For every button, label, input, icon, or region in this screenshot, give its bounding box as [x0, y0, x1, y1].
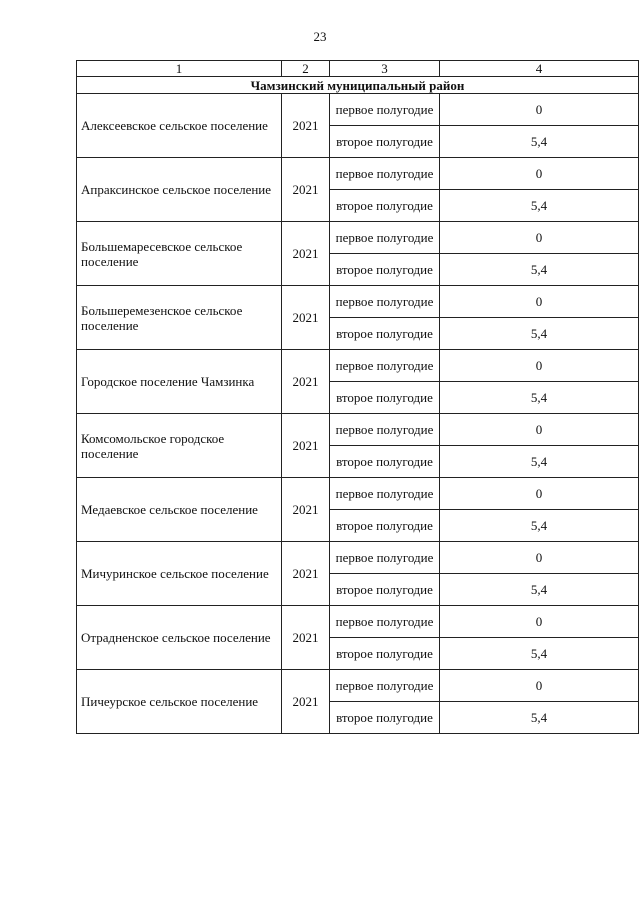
settlement-name: Отрадненское сельское поселение	[77, 606, 282, 670]
period-cell: первое полугодие	[330, 478, 440, 510]
settlement-name: Большемаресевское сельское поселение	[77, 222, 282, 286]
settlement-name: Большеремезенское сельское поселение	[77, 286, 282, 350]
table-row	[77, 606, 639, 638]
table-row	[77, 286, 639, 318]
value-cell: 0	[440, 350, 639, 382]
period-cell: второе полугодие	[330, 254, 440, 286]
settlement-name: Медаевское сельское поселение	[77, 478, 282, 542]
value-cell: 0	[440, 414, 639, 446]
value-cell: 5,4	[440, 126, 639, 158]
table-row	[77, 94, 639, 126]
period-cell: первое полугодие	[330, 670, 440, 702]
value-cell: 0	[440, 542, 639, 574]
period-cell: первое полугодие	[330, 350, 440, 382]
value-cell: 5,4	[440, 318, 639, 350]
table-row	[77, 222, 639, 254]
column-number-1: 1	[77, 61, 282, 77]
year-cell: 2021	[282, 222, 330, 286]
settlement-name: Апраксинское сельское поселение	[77, 158, 282, 222]
year-cell: 2021	[282, 350, 330, 414]
year-cell: 2021	[282, 414, 330, 478]
period-cell: второе полугодие	[330, 382, 440, 414]
period-cell: второе полугодие	[330, 446, 440, 478]
value-cell: 0	[440, 606, 639, 638]
value-cell: 0	[440, 670, 639, 702]
period-cell: первое полугодие	[330, 158, 440, 190]
value-cell: 5,4	[440, 254, 639, 286]
period-cell: первое полугодие	[330, 414, 440, 446]
page-number: 23	[313, 29, 327, 44]
settlement-name: Мичуринское сельское поселение	[77, 542, 282, 606]
value-cell: 5,4	[440, 510, 639, 542]
column-number-row	[77, 61, 639, 77]
column-number-4: 4	[440, 61, 639, 77]
table-row	[77, 414, 639, 446]
settlement-name: Городское поселение Чамзинка	[77, 350, 282, 414]
value-cell: 5,4	[440, 446, 639, 478]
period-cell: второе полугодие	[330, 638, 440, 670]
table-row	[77, 478, 639, 510]
period-cell: первое полугодие	[330, 94, 440, 126]
value-cell: 0	[440, 222, 639, 254]
year-cell: 2021	[282, 158, 330, 222]
period-cell: второе полугодие	[330, 510, 440, 542]
period-cell: первое полугодие	[330, 222, 440, 254]
period-cell: второе полугодие	[330, 190, 440, 222]
district-name: Чамзинский муниципальный район	[77, 77, 639, 94]
value-cell: 5,4	[440, 574, 639, 606]
column-number-3: 3	[330, 61, 440, 77]
table-row	[77, 670, 639, 702]
year-cell: 2021	[282, 94, 330, 158]
value-cell: 0	[440, 478, 639, 510]
table-row	[77, 158, 639, 190]
period-cell: второе полугодие	[330, 702, 440, 734]
period-cell: второе полугодие	[330, 574, 440, 606]
table-row	[77, 350, 639, 382]
value-cell: 5,4	[440, 638, 639, 670]
value-cell: 0	[440, 286, 639, 318]
period-cell: второе полугодие	[330, 318, 440, 350]
settlement-name: Комсомольское городское поселение	[77, 414, 282, 478]
value-cell: 5,4	[440, 702, 639, 734]
district-row	[77, 77, 639, 94]
year-cell: 2021	[282, 542, 330, 606]
value-cell: 0	[440, 94, 639, 126]
period-cell: первое полугодие	[330, 606, 440, 638]
year-cell: 2021	[282, 670, 330, 734]
year-cell: 2021	[282, 606, 330, 670]
period-cell: первое полугодие	[330, 542, 440, 574]
year-cell: 2021	[282, 478, 330, 542]
settlement-table	[76, 60, 639, 734]
column-number-2: 2	[282, 61, 330, 77]
settlement-name: Пичеурское сельское поселение	[77, 670, 282, 734]
period-cell: второе полугодие	[330, 126, 440, 158]
value-cell: 5,4	[440, 190, 639, 222]
table-row	[77, 542, 639, 574]
settlement-name: Алексеевское сельское поселение	[77, 94, 282, 158]
year-cell: 2021	[282, 286, 330, 350]
value-cell: 0	[440, 158, 639, 190]
period-cell: первое полугодие	[330, 286, 440, 318]
value-cell: 5,4	[440, 382, 639, 414]
